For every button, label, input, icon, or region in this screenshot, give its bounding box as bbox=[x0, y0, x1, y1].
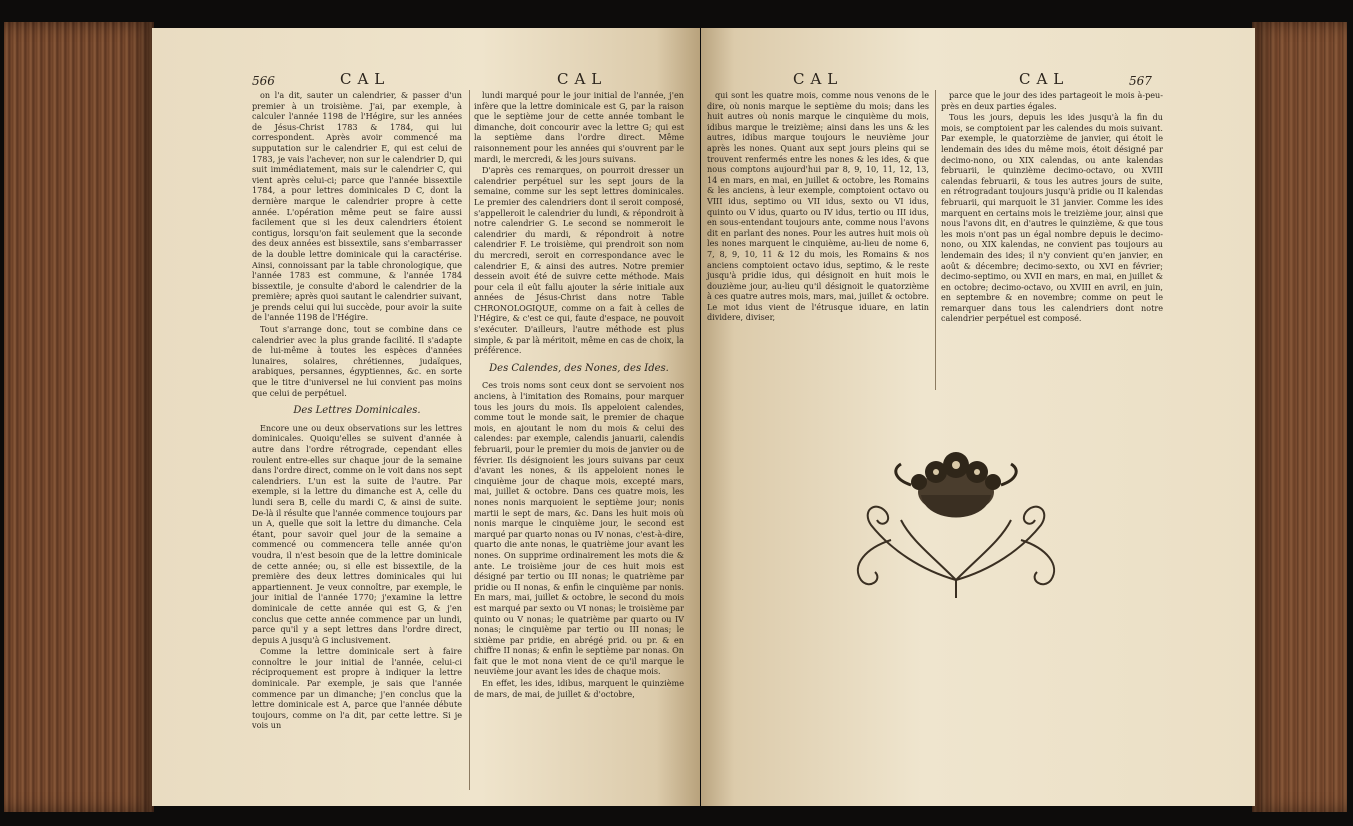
paragraph: D'après ces remarques, on pourroit dresser un calendrier perpétuel sur les sept jours de la semaine, comme sur les sept lettres dominicales. Le premier des calendriers dont il seroit composé, s'appelleroit le calendrier du lundi, & répondroit à notre calendrier G. Le second se nommeroit le calendrier du mardi, & répondroit à notre calendrier F. Le troisième, qui prendroit son nom du mercredi, seroit en correspondance avec le calendrier E, & ainsi des autres. Notre premier dessein avoit été de suivre cette méthode. Mais pour cela il eût fallu ajouter la série initiale aux années de Jésus-Christ dans notre Table CHRONOLOGIQUE, comme on a fait à celles de l'Hégire, & c'est ce qui, faute d'espace, ne pouvoit s'exécuter. D'ailleurs, l'autre méthode est plus simple, & par là méritoit, même en cas de choix, la préférence. bbox=[474, 165, 684, 356]
section-title: Des Lettres Dominicales. bbox=[293, 405, 421, 417]
open-book bbox=[4, 22, 1347, 812]
paragraph: on l'a dit, sauter un calendrier, & passer d'un premier à un troisième. J'ai, par exemple, à calculer l'année 1198 de l'Hégire, sur les années de Jésus-Christ 1783 & 1784, qui lui correspondent. Après avoir commencé ma supputation sur le calendrier E, qui est celui de 1783, je vais l'achever, non sur le calendrier D, qui suit immédiatement, mais sur le calendrier C, qui vient après celui-ci; parce que l'année bissextile 1784, a pour lettres dominicales D C, dont la dernière marque le calendrier propre à cette année. L'opération même peut se faire aussi facilement que si les deux calendriers étoient contigus, lorsqu'on fait seulement que la seconde des deux années est bissextile, sans s'embarrasser de la double lettre dominicale qui la caractérise. Ainsi, connoissant par la table chronologique, que l'année 1783 est commune, & l'année 1784 bissextile, je consulte d'abord le calendrier de la première; après quoi sautant le calendrier suivant, je prends celui qui lui succède, pour avoir la suite de l'année 1198 de l'Hégire. bbox=[252, 90, 462, 323]
paragraph: Tous les jours, depuis les ides jusqu'à la fin du mois, se comptoient par les calendes du mois suivant. Par exemple, le quatorzième de janvier, qui étoit le lendemain des ides du même mois, étoit désigné par decimo-nono, ou XIX calendas, ou ante kalendas februarii, le quinzième decimo-octavo, ou XVIII calendas februarii, & tous les autres jours de suite, en rétrogradant toujours jusqu'à pridie ou II kalendas februarii, qui marquoit le 31 janvier. Comme les ides marquent en certains mois le treizième jour, ainsi que nous l'avons dit, en d'autres le quinzième, & que tous les mois n'ont pas un égal nombre depuis le decimo-nono, ou XIX kalendas, ne convient pas toujours au lendemain des ides; il n'y convient qu'en janvier, en août & décembre; decimo-sexto, ou XVI en février; decimo-septimo, ou XVII en mars, en mai, en juillet & en octobre; decimo-octavo, ou XVIII en avril, en juin, en septembre & en novembre; comme on peut le remarquer dans tous les calendriers dont notre calendrier perpétuel est composé. bbox=[941, 112, 1163, 324]
paragraph: Comme la lettre dominicale sert à faire connoître le jour initial de l'année, celui-ci réciproquement est propre à indiquer la lettre dominicale. Par exemple, je sais que l'année commence par un dimanche; j'en conclus que la lettre dominicale est A, parce que l'année débute toujours, comme on l'a dit, par cette lettre. Si je vois un bbox=[252, 646, 462, 731]
right-column-1 bbox=[707, 90, 929, 390]
column-rule bbox=[935, 90, 936, 390]
right-page-edges bbox=[1252, 22, 1347, 812]
paragraph: Encore une ou deux observations sur les lettres dominicales. Quoiqu'elles se suivent d'année à autre dans l'ordre rétrograde, cependant elles roulent entre-elles sur chaque jour de la semaine dans l'ordre direct, comme on le voit dans nos sept calendriers. L'un est la suite de l'autre. Par exemple, si la lettre du dimanche est A, celle du lundi sera B, celle du mardi C, & ainsi de suite. De-là il résulte que l'année commence toujours par un A, quelle que soit la lettre du dimanche. Cela étant, pour savoir quel jour de la semaine a commencé ou commencera telle année qu'on voudra, il n'est besoin que de la lettre dominicale de cette année; ou, si elle est bissextile, de la première des deux lettres dominicales qui lui appartiennent. Je veux connoître, par exemple, le jour initial de l'année 1770; j'examine la lettre dominicale de cette année qui est G, & j'en conclus que cette année commence par un lundi, parce qu'il y a sept lettres dans l'ordre direct, depuis A jusqu'à G inclusivement. bbox=[252, 422, 463, 645]
left-column-1 bbox=[252, 90, 462, 800]
running-header: CAL bbox=[1019, 70, 1070, 88]
left-page-edges bbox=[4, 22, 154, 812]
paragraph: Ces trois noms sont ceux dont se servoient nos anciens, à l'imitation des Romains, pour marquer tous les jours du mois. Ils appeloient calendes, comme tout le monde sait, le premier de chaque mois, en ajoutant le nom du mois & celui des calendes: par exemple, calendis januarii, calendis februarii, pour le premier du mois de janvier ou de février. Ils désignoient les jours suivans par ceux d'avant les nones, & ils appeloient nones le cinquième jour de chaque mois, excepté mars, mai, juillet & octobre. Dans ces quatre mois, les nones nonis marquoient le septième jour; nonis martii le sept de mars, &c. Dans les huit mois où nonis marque le cinquième jour, le second est marqué par quarto nonas ou IV nonas, c'est-à-dire, quarto die ante nonas, le quatrième jour avant les nones. On supprime ordinairement les mots die & ante. Le troisième jour de ces huit mois est désigné par tertio ou III nonas; le quatrième par pridie ou II nonas, & enfin le cinquième par nonis. En mars, mai, juillet & octobre, le second du mois est marqué par sexto ou VI nonas; le troisième par quinto ou V nonas; le quatrième par quarto ou IV nonas; le cinquième par tertio ou III nonas; le sixième par pridie, en abrégé prid. ou pr. & en chiffre II nonas; & enfin le septième par nonas. On fait que le mot nona vient de ce qu'il marque le neuvième jour avant les ides de chaque mois. bbox=[474, 380, 684, 677]
page-number-right: 567 bbox=[1129, 74, 1152, 88]
section-title: Des Calendes, des Nones, des Ides. bbox=[489, 362, 669, 374]
paragraph: qui sont les quatre mois, comme nous venons de le dire, où nonis marque le septième du mois; dans les huit autres où nonis marque le cinquième du mois, idibus marque le treizième; ainsi dans les uns & les autres, idibus marque toujours le neuvième jour après les nones. Quant aux sept jours pleins qui se trouvent renfermés entre les nones & les ides, & que nous comptons aujourd'hui par 8, 9, 10, 11, 12, 13, 14 en mars, en mai, en juillet & octobre, les Romains & les anciens, à leur exemple, comptoient octavo ou VIII idus, septimo ou VII idus, sexto ou VI idus, quinto ou V idus, quarto ou IV idus, tertio ou III idus, en sous-entendant toujours ante, comme nous l'avons dit en parlant des nones. Pour les autres huit mois où les nones marquent le cinquième, au-lieu de nome 6, 7, 8, 9, 10, 11 & 12 du mois, les Romains & nos anciens comptoient octavo idus, septimo, & le reste jusqu'à pridie idus, qui désignoit en huit mois le douzième jour, au-lieu qu'il désignoit le quatorzième à ces quatre autres mois, mars, mai, juillet & octobre. Le mot idus vient de l'étrusque iduare, en latin dividere, diviser, bbox=[707, 90, 929, 323]
paragraph: En effet, les ides, idibus, marquent le quinzième de mars, de mai, de juillet & d'octobre, bbox=[474, 678, 684, 699]
left-page bbox=[152, 28, 700, 806]
floral-vignette-icon bbox=[831, 430, 1081, 600]
right-page bbox=[701, 28, 1255, 806]
paragraph: parce que le jour des ides partageoit le mois à-peu-près en deux parties égales. bbox=[941, 90, 1163, 111]
right-column-2 bbox=[941, 90, 1163, 390]
paragraph: lundi marqué pour le jour initial de l'année, j'en infère que la lettre dominicale est G, par la raison que le septième jour de cette année tombant le dimanche, doit concourir avec la lettre G; qui est la septième dans l'ordre direct. Même raisonnement pour les années qui s'ouvrent par le mardi, le mercredi, & les jours suivans. bbox=[474, 90, 684, 164]
running-header: CAL bbox=[557, 70, 608, 88]
paragraph: Tout s'arrange donc, tout se combine dans ce calendrier avec la plus grande facilité. Il s'adapte de lui-même à toutes les espèces d'années lunaires, solaires, chrétiennes, judaïques, arabiques, persannes, égyptiennes, &c. en sorte que le titre d'universel ne lui convient pas moins que celui de perpétuel. bbox=[252, 324, 462, 398]
running-header: CAL bbox=[340, 70, 391, 88]
left-column-2 bbox=[474, 90, 684, 800]
page-number-left: 566 bbox=[252, 74, 275, 88]
running-header: CAL bbox=[793, 70, 844, 88]
column-rule bbox=[469, 90, 470, 790]
